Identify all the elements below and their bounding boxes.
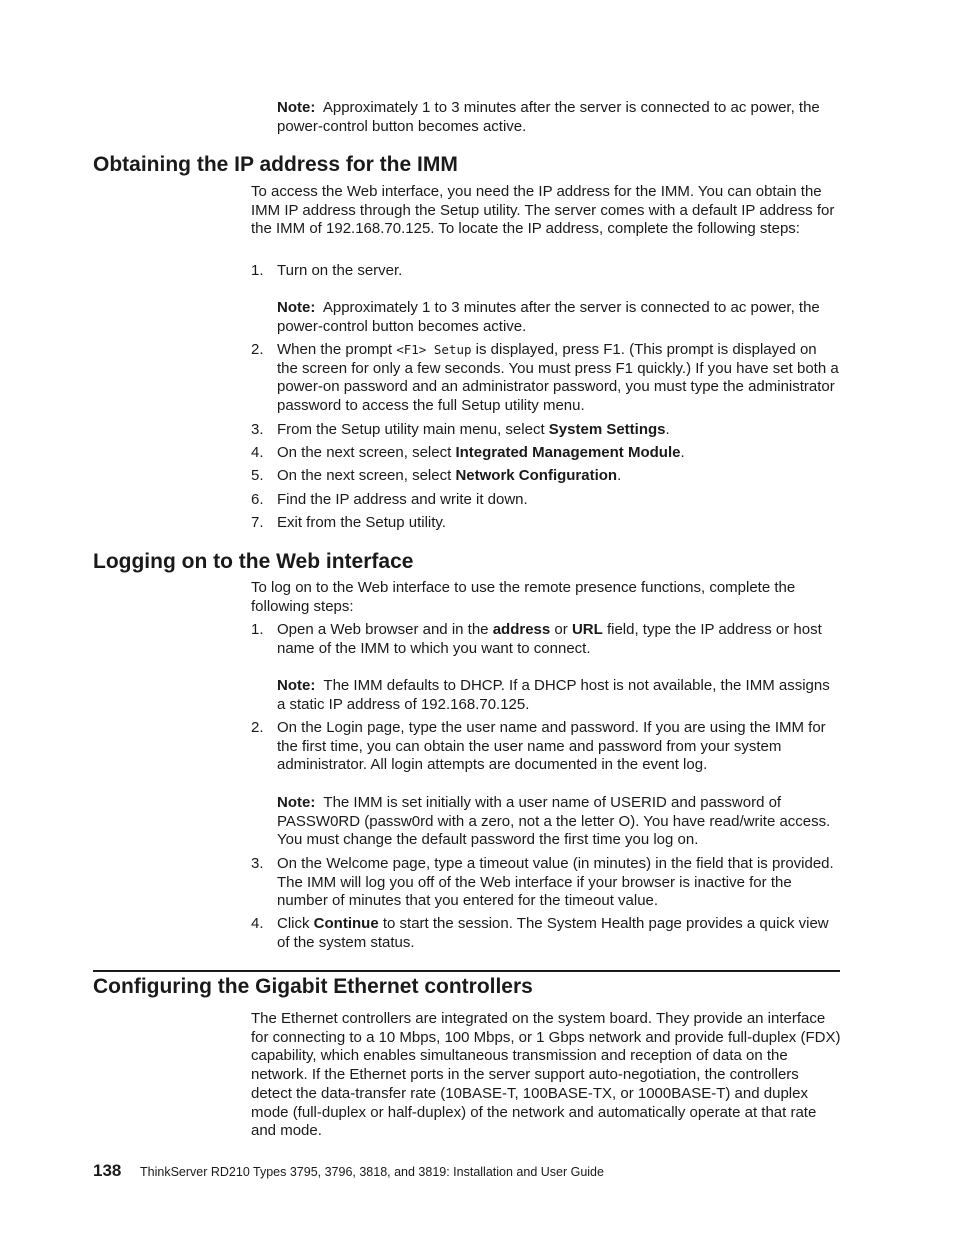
section1-intro: To access the Web interface, you need the IP address for the IMM. You can obtain the IMM IP address through the Setup utility. The server comes with a default IP address for the IMM of 192.168.70.125. To locate the IP address, complete the following steps: (251, 183, 835, 238)
step-number: 5. (251, 467, 264, 484)
step-text-part: to start the session. The System Health page provides a quick view of the system status. (277, 915, 829, 951)
step-text-part: When the prompt (277, 341, 393, 358)
step-text-part: Open a Web browser and in the (277, 621, 489, 638)
step-text (277, 421, 841, 440)
step-note (277, 794, 841, 850)
step-text (277, 444, 841, 463)
step-text: On the Login page, type the user name and password. If you are using the IMM for the first time, you can obtain the user name and password from your system administrator. All login attempts are documented in the event log. (277, 719, 826, 774)
section-heading-obtaining-ip: Obtaining the IP address for the IMM (93, 153, 458, 176)
step-note (277, 299, 841, 336)
step-number: 4. (251, 444, 264, 461)
step-text-part: or (554, 621, 568, 638)
note-text: The IMM is set initially with a user name of USERID and password of PASSW0RD (passw0rd with a zero, not a the letter O). You have read/write access. You must change the default password the first time you log on. (277, 794, 831, 849)
step-number: 1. (251, 621, 264, 638)
step-text-part: Click (277, 915, 310, 932)
step-text: Exit from the Setup utility. (277, 514, 446, 531)
step-number: 3. (251, 855, 264, 872)
step-text (277, 915, 841, 952)
step-text-part: field, type the IP address or host name of the IMM to which you want to connect. (277, 621, 822, 657)
prompt-code: <F1> Setup (396, 342, 472, 357)
step-number: 4. (251, 915, 264, 932)
step-text: Find the IP address and write it down. (277, 491, 528, 508)
step-text-part: . (665, 421, 670, 438)
step-text (277, 467, 841, 486)
step-text-part: From the Setup utility main menu, select (277, 421, 545, 438)
step-text-part: On the next screen, select (277, 444, 452, 461)
step-text-part: On the next screen, select (277, 467, 452, 484)
step-number: 6. (251, 491, 264, 508)
ui-term: URL (571, 621, 603, 638)
step-text-part: . (617, 467, 622, 484)
section3-body: The Ethernet controllers are integrated on the system board. They provide an interface for connecting to a 10 Mbps, 100 Mbps, or 1 Gbps network and provide full-duplex (FDX) capability, which enables simultaneous transmission and reception of data on the network. If the Ethernet ports in the server support auto-negotiation, the controllers detect the data-transfer rate (10BASE-T, 100BASE-TX, or 1000BASE-T) and duplex mode (full-duplex or half-duplex) of the network and automatically operate at that rate and mode. (251, 1010, 841, 1140)
ui-term: address (492, 621, 551, 638)
footer-title: ThinkServer RD210 Types 3795, 3796, 3818, and 3819: Installation and User Guide (140, 1165, 604, 1179)
step-number: 3. (251, 421, 264, 438)
note-label: Note: (277, 99, 316, 116)
top-note (277, 99, 841, 136)
note-label: Note: (277, 299, 316, 316)
step-number: 1. (251, 262, 264, 279)
ui-term: Integrated Management Module (455, 444, 681, 461)
ui-term: Continue (313, 915, 379, 932)
note-label: Note: (277, 677, 316, 694)
section-heading-logging-on: Logging on to the Web interface (93, 550, 414, 573)
note-text: Approximately 1 to 3 minutes after the server is connected to ac power, the power-control button becomes active. (277, 99, 820, 135)
step-text-part: . (680, 444, 685, 461)
section-heading-gigabit-ethernet: Configuring the Gigabit Ethernet controllers (93, 975, 533, 998)
page-number: 138 (93, 1161, 122, 1180)
step-number: 2. (251, 341, 264, 358)
step-text-part: is displayed, press F1. (This prompt is displayed on the screen for only a few seconds. You must press F1 quickly.) If you have set both a power-on password and an administrator password, you must type the administrator password to access the full Setup utility menu. (277, 341, 839, 415)
note-text: The IMM defaults to DHCP. If a DHCP host is not available, the IMM assigns a static IP address of 192.168.70.125. (277, 677, 830, 713)
step-text: On the Welcome page, type a timeout value (in minutes) in the field that is provided. The IMM will log you off of the Web interface if your browser is inactive for the number of minutes that you entered for the timeout value. (277, 855, 834, 910)
step-text (277, 341, 841, 416)
note-label: Note: (277, 794, 316, 811)
step-number: 7. (251, 514, 264, 531)
ui-term: Network Configuration (455, 467, 618, 484)
section-divider (93, 970, 840, 972)
note-text: Approximately 1 to 3 minutes after the server is connected to ac power, the power-control button becomes active. (277, 299, 820, 335)
step-note (277, 677, 841, 714)
step-text (277, 621, 841, 658)
section2-intro: To log on to the Web interface to use the remote presence functions, complete the following steps: (251, 579, 796, 615)
ui-term: System Settings (548, 421, 666, 438)
step-text: Turn on the server. (277, 262, 403, 279)
step-number: 2. (251, 719, 264, 736)
